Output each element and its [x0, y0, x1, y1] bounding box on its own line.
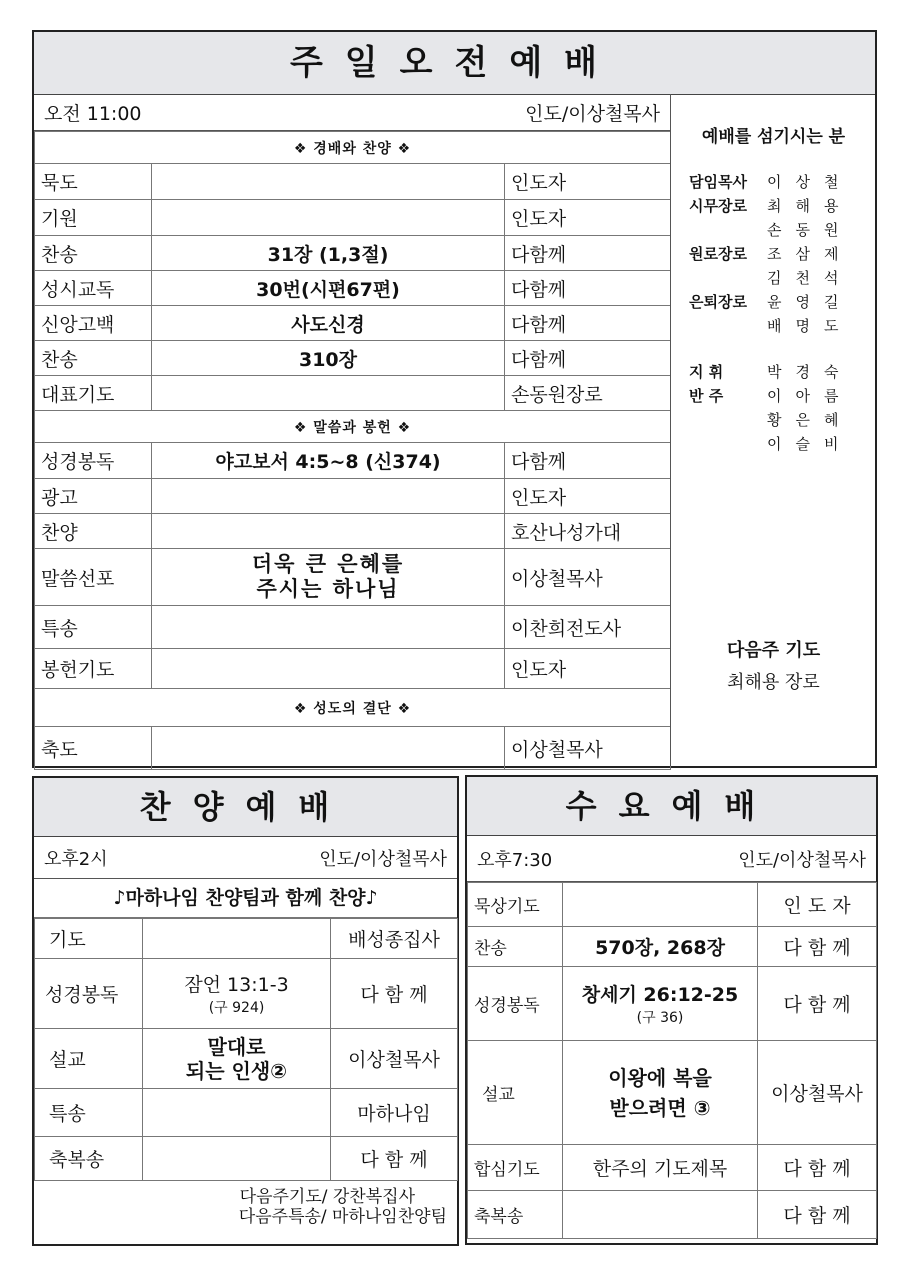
order-content: [152, 164, 505, 200]
server-role: [689, 266, 767, 290]
order-item: 찬송: [468, 927, 563, 967]
next-week-special: 다음주특송/ 마하나임찬양팀: [238, 1207, 447, 1227]
sermon-title-line1: 이왕에 복을: [608, 1065, 712, 1090]
table-row: [35, 200, 671, 236]
server-name: 황은혜: [767, 411, 853, 429]
praise-service-panel: [32, 776, 459, 1246]
praise-service-title: 찬양예배: [34, 778, 457, 837]
server-name: 이아름: [767, 387, 853, 405]
praise-time: 오후2시: [44, 848, 108, 870]
morning-leader: 인도/이상철목사: [525, 102, 660, 125]
sermon-title-line1: 더욱 큰 은혜를: [251, 552, 405, 576]
order-content: [563, 967, 758, 1041]
order-person: 다 함 께: [758, 967, 877, 1041]
order-person: 이상철목사: [331, 1029, 458, 1089]
sermon-title-line2: 주시는 하나님: [256, 577, 400, 601]
order-person: 다 함 께: [331, 959, 458, 1029]
table-row: [468, 883, 877, 927]
order-item: 축복송: [35, 1137, 143, 1181]
server-role: [689, 432, 767, 456]
order-person: 마하나임: [331, 1089, 458, 1137]
order-item: 찬양: [35, 514, 152, 549]
sermon-title: [563, 1041, 758, 1145]
morning-service-panel: [32, 30, 877, 768]
order-content: [152, 649, 505, 689]
order-item: 설교: [35, 1029, 143, 1089]
order-content: [563, 883, 758, 927]
order-item: 대표기도: [35, 376, 152, 411]
order-item: 성경봉독: [468, 967, 563, 1041]
wednesday-time: 오후7:30: [477, 849, 553, 871]
order-content: 사도신경: [152, 306, 505, 341]
table-row: [468, 967, 877, 1041]
morning-time: 오전 11:00: [44, 102, 142, 125]
wednesday-service-title: 수요예배: [467, 777, 876, 836]
order-person: 호산나성가대: [505, 514, 671, 549]
server-name: 손동원: [767, 221, 853, 239]
order-content: 야고보서 4:5~8 (신374): [152, 443, 505, 479]
scripture-reference: 잠언 13:1-3: [184, 974, 289, 996]
table-row: [35, 959, 458, 1029]
order-person: 이상철목사: [758, 1041, 877, 1145]
order-content: [152, 479, 505, 514]
table-row: [35, 236, 671, 271]
scripture-reference: 창세기 26:12-25: [581, 984, 739, 1006]
order-person: 이찬희전도사: [505, 606, 671, 649]
order-item: 광고: [35, 479, 152, 514]
morning-header: [34, 94, 670, 131]
order-item: 묵상기도: [468, 883, 563, 927]
table-row: [35, 1137, 458, 1181]
order-content: [143, 959, 331, 1029]
morning-service-title: 주일오전예배: [34, 32, 875, 95]
praise-order-table: [34, 918, 458, 1181]
order-item: 합심기도: [468, 1145, 563, 1191]
table-row: [35, 479, 671, 514]
order-item: 신앙고백: [35, 306, 152, 341]
sermon-title-line1: 말대로: [207, 1034, 266, 1059]
sermon-title: [152, 549, 505, 606]
order-person: 인도자: [505, 164, 671, 200]
order-person: 다함께: [505, 306, 671, 341]
wednesday-order-table: [467, 882, 877, 1239]
order-content: [563, 1191, 758, 1239]
section-heading: ❖ 경배와 찬양 ❖: [35, 132, 671, 164]
order-person: 다함께: [505, 443, 671, 479]
order-item: 묵도: [35, 164, 152, 200]
order-content: [143, 1137, 331, 1181]
table-row: [468, 1041, 877, 1145]
praise-header: [34, 837, 457, 879]
praise-footer: [34, 1187, 457, 1227]
server-role: [689, 218, 767, 242]
morning-order-table: [34, 131, 671, 770]
order-person: 인도자: [505, 479, 671, 514]
order-item: 기원: [35, 200, 152, 236]
order-content: [143, 1089, 331, 1137]
order-person: 배성종집사: [331, 919, 458, 959]
order-person: 이상철목사: [505, 727, 671, 770]
order-person: 다 함 께: [758, 927, 877, 967]
order-person: 다 함 께: [331, 1137, 458, 1181]
order-person: 다 함 께: [758, 1191, 877, 1239]
order-content: 31장 (1,3절): [152, 236, 505, 271]
sermon-title: [143, 1029, 331, 1089]
server-name: 이상철: [767, 173, 853, 191]
order-item: 축복송: [468, 1191, 563, 1239]
server-role: 시무장로: [689, 197, 747, 215]
table-row: [35, 164, 671, 200]
server-role: [689, 314, 767, 338]
servers-title: 예배를 섬기시는 분: [701, 127, 846, 147]
servers-sidebar: [670, 94, 876, 766]
order-content: 한주의 기도제목: [563, 1145, 758, 1191]
table-row: [35, 919, 458, 959]
sermon-title-line2: 받으려면 ③: [609, 1095, 711, 1120]
next-prayer-label: 다음주 기도: [726, 640, 821, 661]
server-name: 이슬비: [767, 435, 853, 453]
server-role: [689, 408, 767, 432]
next-prayer-name: 최해용 장로: [727, 672, 820, 693]
order-content: [152, 200, 505, 236]
order-content: [152, 606, 505, 649]
wednesday-service-panel: [465, 775, 878, 1245]
servers-list: [689, 170, 852, 456]
order-person: 다 함 께: [758, 1145, 877, 1191]
order-item: 말씀선포: [35, 549, 152, 606]
table-row: [468, 1145, 877, 1191]
order-content: 570장, 268장: [563, 927, 758, 967]
server-role: 원로장로: [689, 245, 747, 263]
table-row: [35, 1029, 458, 1089]
server-role: 담임목사: [689, 173, 747, 191]
order-content: 310장: [152, 341, 505, 376]
table-row: [35, 376, 671, 411]
server-name: 박경숙: [767, 363, 853, 381]
order-person: 손동원장로: [505, 376, 671, 411]
order-item: 찬송: [35, 236, 152, 271]
wednesday-leader: 인도/이상철목사: [738, 849, 866, 871]
order-person: 인 도 자: [758, 883, 877, 927]
server-name: 윤영길: [767, 293, 853, 311]
order-content: [143, 919, 331, 959]
order-item: 설교: [468, 1041, 563, 1145]
table-row: [35, 606, 671, 649]
praise-banner: ♪마하나임 찬양팀과 함께 찬양♪: [34, 879, 457, 918]
order-item: 봉헌기도: [35, 649, 152, 689]
server-name: 김천석: [767, 269, 853, 287]
order-person: 인도자: [505, 649, 671, 689]
morning-program: [34, 94, 670, 770]
next-week-prayer: 다음주기도/ 강찬복집사: [239, 1187, 415, 1207]
table-row: [35, 306, 671, 341]
table-row: [35, 1089, 458, 1137]
table-row: [35, 514, 671, 549]
order-item: 기도: [35, 919, 143, 959]
order-person: 이상철목사: [505, 549, 671, 606]
order-person: 인도자: [505, 200, 671, 236]
table-row: [35, 649, 671, 689]
server-role: 반 주: [689, 387, 724, 405]
order-item: 특송: [35, 1089, 143, 1137]
order-person: 다함께: [505, 341, 671, 376]
server-name: 최해용: [767, 197, 853, 215]
section-heading: ❖ 말씀과 봉헌 ❖: [35, 411, 671, 443]
section-heading: ❖ 성도의 결단 ❖: [35, 689, 671, 727]
order-item: 찬송: [35, 341, 152, 376]
order-content: [152, 376, 505, 411]
server-name: 배명도: [767, 317, 853, 335]
praise-leader: 인도/이상철목사: [319, 848, 447, 870]
order-person: 다함께: [505, 236, 671, 271]
scripture-page: (구 924): [208, 1000, 265, 1016]
scripture-page: (구 36): [636, 1010, 684, 1026]
order-content: [152, 727, 505, 770]
server-name: 조삼제: [767, 245, 853, 263]
order-item: 특송: [35, 606, 152, 649]
order-content: [152, 514, 505, 549]
server-role: 은퇴장로: [689, 293, 747, 311]
table-row: [35, 271, 671, 306]
table-row: [35, 549, 671, 606]
table-row: [35, 443, 671, 479]
table-row: [35, 727, 671, 770]
table-row: [468, 1191, 877, 1239]
wednesday-header: [467, 836, 876, 882]
server-role: 지 휘: [689, 363, 724, 381]
sermon-title-line2: 되는 인생②: [185, 1058, 288, 1083]
order-content: 30번(시편67편): [152, 271, 505, 306]
order-item: 축도: [35, 727, 152, 770]
order-person: 다함께: [505, 271, 671, 306]
table-row: [468, 927, 877, 967]
order-item: 성경봉독: [35, 959, 143, 1029]
order-item: 성경봉독: [35, 443, 152, 479]
order-item: 성시교독: [35, 271, 152, 306]
table-row: [35, 341, 671, 376]
